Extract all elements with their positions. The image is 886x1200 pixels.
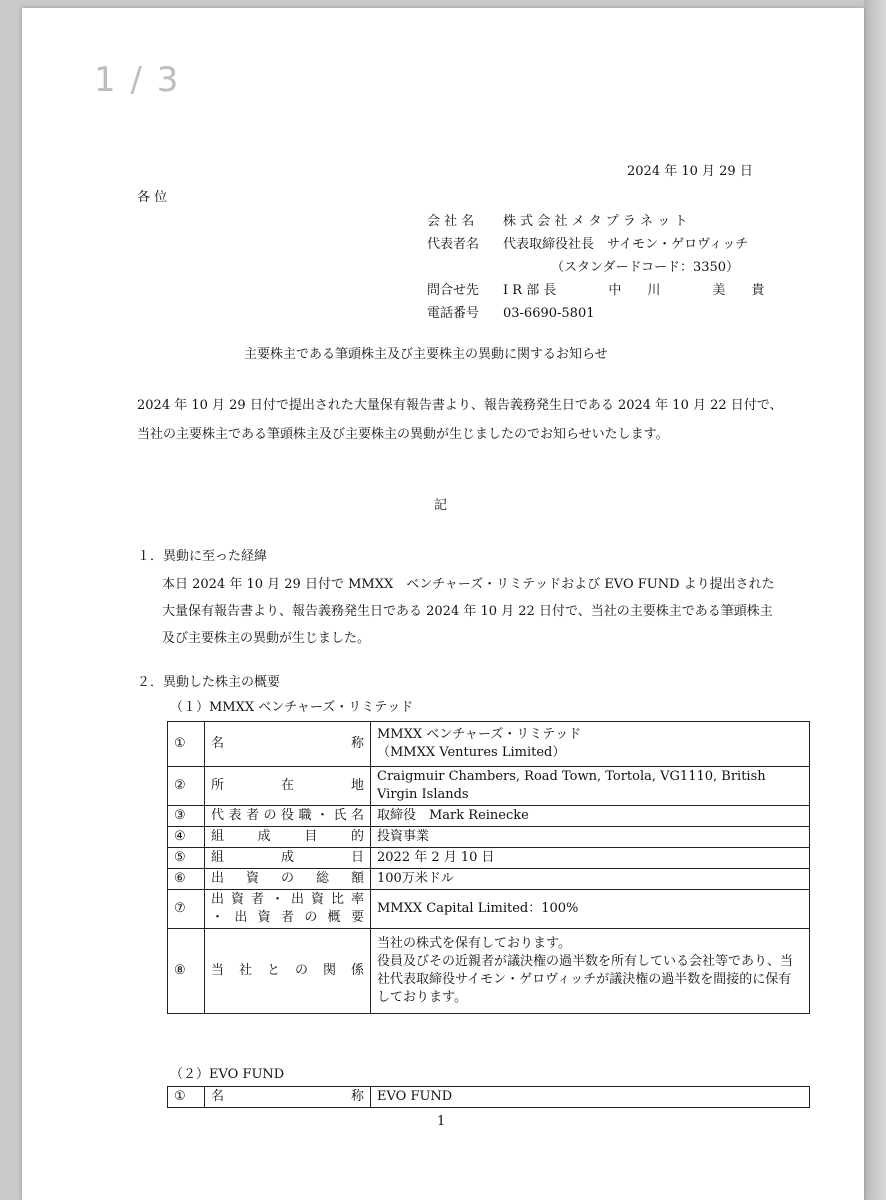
table-cell-label: 代表者の役職・氏名 — [205, 806, 371, 827]
table-cell-num: ④ — [168, 827, 205, 848]
stock-code: （スタンダードコード：3350） — [551, 260, 740, 275]
table-row — [168, 1087, 810, 1108]
stock-code-row — [427, 258, 764, 281]
phone-row — [427, 304, 764, 327]
section1-body: 本日 2024 年 10 月 29 日付で MMXX ベンチャーズ・リミテッドおよび EVO FUND より提出された大量保有報告書より、報告義務発生日である 2024 年 10 月 22 日付で、当社の主要株主である筆頭株主及び主要株主の異動が生じました。 — [162, 577, 775, 646]
table-row — [168, 929, 810, 1014]
document-date: 2024 年 10 月 29 日 — [627, 164, 753, 179]
company-info-block — [427, 212, 764, 327]
intro-paragraph: 2024 年 10 月 29 日付で提出された大量保有報告書より、報告義務発生日である 2024 年 10 月 22 日付で、当社の主要株主である筆頭株主及び主要株主の異動が生じましたのでお知らせいたします。 — [137, 398, 783, 442]
table-row — [168, 827, 810, 848]
shareholder1-table — [167, 721, 810, 1014]
table-cell-label: 出 資 の 総 額 — [205, 869, 371, 890]
section2-heading: ２．異動した株主の概要 — [137, 675, 281, 690]
table-cell-num: ⑥ — [168, 869, 205, 890]
representative-label: 代表者名 — [427, 237, 480, 252]
phone-label: 電話番号 — [427, 306, 480, 321]
table-cell-num: ① — [168, 1087, 205, 1108]
table-row — [168, 890, 810, 929]
table-row — [168, 869, 810, 890]
document-page — [22, 8, 864, 1200]
company-name: 株 式 会 社 メ タ プ ラ ネ ッ ト — [503, 214, 688, 229]
table-cell-value: Craigmuir Chambers, Road Town, Tortola, VG1110, British Virgin Islands — [371, 767, 810, 806]
document-title: 主要株主である筆頭株主及び主要株主の異動に関するお知らせ — [244, 347, 608, 362]
table-cell-value: 投資事業 — [371, 827, 810, 848]
contact-label: 問合せ先 — [427, 283, 480, 298]
viewer-scroll-strip[interactable] — [864, 0, 886, 1200]
table-cell-num: ⑦ — [168, 890, 205, 929]
table-cell-num: ⑤ — [168, 848, 205, 869]
table-cell-value: 当社の株式を保有しております。 役員及びその近親者が議決権の過半数を所有している会社等であり、当社代表取締役サイモン・ゲロヴィッチが議決権の過半数を間接的に保有しております。 — [371, 929, 810, 1014]
addressee: 各 位 — [137, 190, 168, 205]
shareholder1-heading: （１）MMXX ベンチャーズ・リミテッド — [170, 700, 414, 715]
contact-person: I R 部 長 中 川 美 貴 — [503, 283, 765, 298]
shareholder2-heading: （２）EVO FUND — [170, 1067, 285, 1082]
table-cell-num: ③ — [168, 806, 205, 827]
company-row — [427, 212, 764, 235]
ki-marker: 記 — [434, 498, 448, 513]
table-cell-label: 当 社 と の 関 係 — [205, 929, 371, 1014]
table-row — [168, 848, 810, 869]
table-cell-num: ⑧ — [168, 929, 205, 1014]
table-cell-value: 2022 年 2 月 10 日 — [371, 848, 810, 869]
table-cell-value: 取締役 Mark Reinecke — [371, 806, 810, 827]
table-cell-label: 所 在 地 — [205, 767, 371, 806]
contact-row — [427, 281, 764, 304]
shareholder2-table — [167, 1086, 810, 1108]
table-cell-value: MMXX ベンチャーズ・リミテッド （MMXX Ventures Limited） — [371, 722, 810, 767]
section1-heading: １．異動に至った経緯 — [137, 549, 268, 564]
table-cell-label: 名 称 — [205, 1087, 371, 1108]
table-cell-label: 名 称 — [205, 722, 371, 767]
phone-number: 03-6690-5801 — [503, 306, 595, 321]
table-cell-num: ② — [168, 767, 205, 806]
table-cell-value: 100万米ドル — [371, 869, 810, 890]
table-row — [168, 722, 810, 767]
table-cell-value: EVO FUND — [371, 1087, 810, 1108]
page-indicator: 1 / 3 — [94, 60, 181, 100]
table-cell-num: ① — [168, 722, 205, 767]
company-label: 会 社 名 — [427, 214, 475, 229]
table-cell-label: 組 成 目 的 — [205, 827, 371, 848]
table-cell-value: MMXX Capital Limited：100% — [371, 890, 810, 929]
table-cell-label: 出資者・出資比率 ・出資者の概要 — [205, 890, 371, 929]
table-row — [168, 806, 810, 827]
table-cell-label: 組 成 日 — [205, 848, 371, 869]
table-row — [168, 767, 810, 806]
representative-name: 代表取締役社長 サイモン・ゲロヴィッチ — [503, 237, 749, 252]
representative-row — [427, 235, 764, 258]
page-number: 1 — [437, 1114, 446, 1129]
